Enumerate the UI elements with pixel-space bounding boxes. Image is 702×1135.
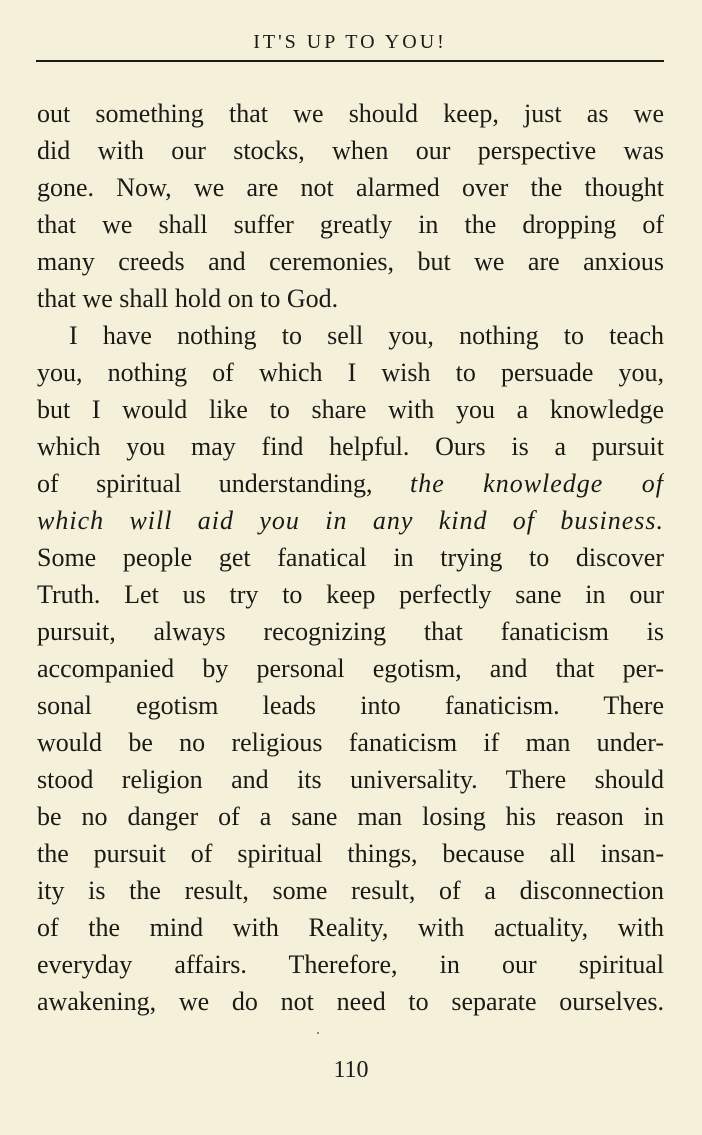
running-head: IT'S UP TO YOU! (253, 31, 447, 53)
text-line: be no danger of a sane man losing his reason in (37, 802, 664, 831)
text-line: awakening, we do not need to separate ourselves. (37, 987, 664, 1016)
text-line: would be no religious fanaticism if man under- (37, 728, 664, 757)
italic-emphasis: which will aid you in any kind of business. (37, 506, 664, 535)
italic-emphasis: the knowledge of (409, 469, 664, 498)
paragraph (37, 317, 664, 1020)
text-line: that we shall suffer greatly in the dropping of (37, 210, 664, 239)
text-run: of spiritual understanding, (37, 469, 373, 498)
header-rule (36, 60, 664, 62)
text-line: Some people get fanatical in trying to discover (37, 543, 664, 572)
text-line: I have nothing to sell you, nothing to teach (69, 321, 664, 350)
text-line: sonal egotism leads into fanaticism. There (37, 691, 664, 720)
text-line (37, 502, 664, 539)
paragraph (37, 95, 664, 317)
text-line: everyday affairs. Therefore, in our spiritual (37, 950, 664, 979)
text-line: of the mind with Reality, with actuality, with (37, 913, 664, 942)
text-line: many creeds and ceremonies, but we are anxious (37, 247, 664, 276)
text-line: stood religion and its universality. There should (37, 765, 664, 794)
text-line: pursuit, always recognizing that fanaticism is (37, 617, 664, 646)
text-line: Truth. Let us try to keep perfectly sane in our (37, 580, 664, 609)
text-line: gone. Now, we are not alarmed over the thought (37, 173, 664, 202)
text-line: did with our stocks, when our perspective was (37, 136, 664, 165)
text-line: accompanied by personal egotism, and that per- (37, 654, 664, 683)
text-line: the pursuit of spiritual things, because all insan- (37, 839, 664, 868)
text-line: you, nothing of which I wish to persuade you, (37, 358, 664, 387)
text-line: which you may find helpful. Ours is a pursuit (37, 432, 664, 461)
text-line: that we shall hold on to God. (37, 284, 339, 313)
text-line (37, 465, 664, 502)
text-line: out something that we should keep, just as we (37, 99, 664, 128)
print-speck (317, 1032, 319, 1034)
text-line: ity is the result, some result, of a disconnection (37, 876, 664, 905)
text-line: but I would like to share with you a knowledge (37, 395, 664, 424)
body-text (37, 95, 664, 1020)
page-number: 110 (333, 1057, 369, 1083)
